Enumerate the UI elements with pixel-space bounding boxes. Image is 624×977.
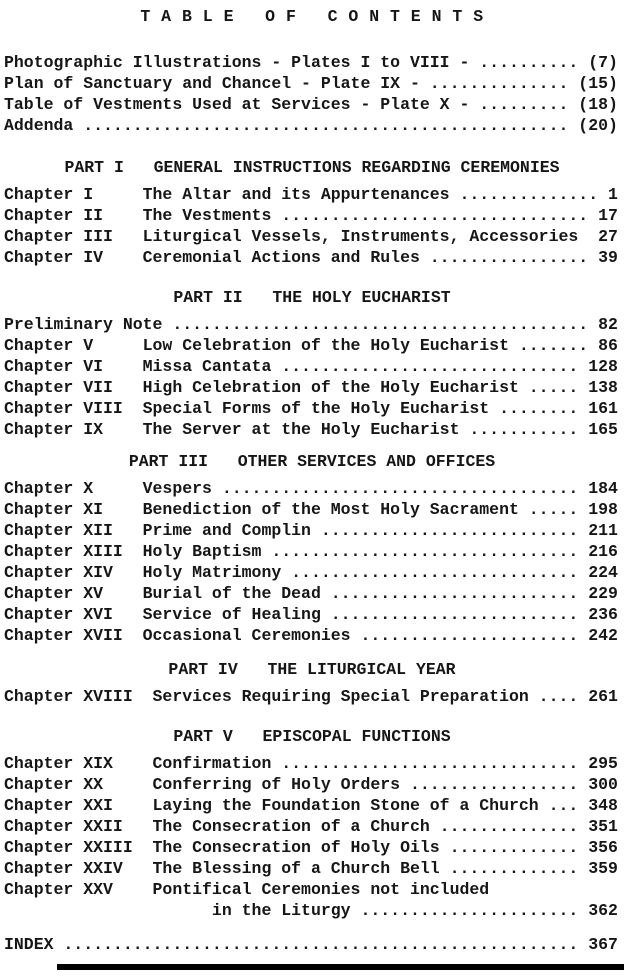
toc-entry: Chapter XXII The Consecration of a Church .............. 351: [4, 817, 618, 836]
scan-artifact-line: [57, 964, 624, 970]
toc-entry: Chapter XIII Holy Baptism ............................... 216: [4, 542, 618, 561]
front-matter-section: [4, 52, 620, 136]
page-title: T A B L E O F C O N T E N T S: [140, 7, 484, 26]
toc-entry: Chapter XXIII The Consecration of Holy Oils ............. 356: [4, 838, 618, 857]
toc-entry: Chapter XVIII Services Requiring Special Preparation .... 261: [4, 687, 618, 706]
toc-entry: Chapter XIV Holy Matrimony ............................. 224: [4, 563, 618, 582]
part-section: [4, 726, 620, 921]
front-matter-entry: Photographic Illustrations - Plates I to VIII - .......... (7): [4, 53, 618, 72]
part-heading: PART V EPISCOPAL FUNCTIONS: [173, 727, 451, 746]
part-section: [4, 157, 620, 268]
toc-entry: Chapter XXV Pontifical Ceremonies not included: [4, 880, 490, 899]
toc-entry: Chapter XXIV The Blessing of a Church Bell ............. 359: [4, 859, 618, 878]
toc-entry: Chapter XI Benediction of the Most Holy Sacrament ..... 198: [4, 500, 618, 519]
part-heading: PART I GENERAL INSTRUCTIONS REGARDING CEREMONIES: [64, 158, 560, 177]
toc-entry: Chapter X Vespers .................................... 184: [4, 479, 618, 498]
toc-entry: Chapter XIX Confirmation .............................. 295: [4, 754, 618, 773]
toc-entry: Chapter XVI Service of Healing ......................... 236: [4, 605, 618, 624]
toc-entry: Chapter XV Burial of the Dead ......................... 229: [4, 584, 618, 603]
toc-entry: Chapter XXI Laying the Foundation Stone of a Church ... 348: [4, 796, 618, 815]
toc-entry: Chapter IX The Server at the Holy Eucharist ........... 165: [4, 420, 618, 439]
toc-entry: Preliminary Note .......................................... 82: [4, 315, 618, 334]
toc-entry: Chapter II The Vestments ............................... 17: [4, 206, 618, 225]
front-matter-entry: Addenda ................................................. (20): [4, 116, 618, 135]
toc-entry: Chapter I The Altar and its Appurtenances .............. 1: [4, 185, 618, 204]
part-heading: PART III OTHER SERVICES AND OFFICES: [128, 452, 496, 471]
part-heading: PART IV THE LITURGICAL YEAR: [168, 660, 456, 679]
toc-entry: Chapter XVII Occasional Ceremonies ...................... 242: [4, 626, 618, 645]
toc-entry: in the Liturgy ...................... 362: [4, 901, 618, 920]
part-section: [4, 451, 620, 646]
part-heading: PART II THE HOLY EUCHARIST: [173, 288, 451, 307]
part-section: [4, 287, 620, 440]
parts-container: [4, 157, 620, 921]
toc-entry: Chapter III Liturgical Vessels, Instruments, Accessories 27: [4, 227, 618, 246]
toc-entry: Chapter VI Missa Cantata .............................. 128: [4, 357, 618, 376]
index-section: [4, 934, 620, 955]
front-matter-entry: Plan of Sanctuary and Chancel - Plate IX - .............. (15): [4, 74, 618, 93]
toc-entry: Chapter XII Prime and Complin .......................... 211: [4, 521, 618, 540]
part-section: [4, 659, 620, 707]
index-entry: INDEX .................................................... 367: [4, 935, 618, 954]
toc-entry: Chapter V Low Celebration of the Holy Eucharist ....... 86: [4, 336, 618, 355]
front-matter-entry: Table of Vestments Used at Services - Plate X - ......... (18): [4, 95, 618, 114]
toc-entry: Chapter XX Conferring of Holy Orders ................. 300: [4, 775, 618, 794]
toc-entry: Chapter VII High Celebration of the Holy Eucharist ..... 138: [4, 378, 618, 397]
toc-entry: Chapter IV Ceremonial Actions and Rules ................ 39: [4, 248, 618, 267]
toc-entry: Chapter VIII Special Forms of the Holy Eucharist ........ 161: [4, 399, 618, 418]
